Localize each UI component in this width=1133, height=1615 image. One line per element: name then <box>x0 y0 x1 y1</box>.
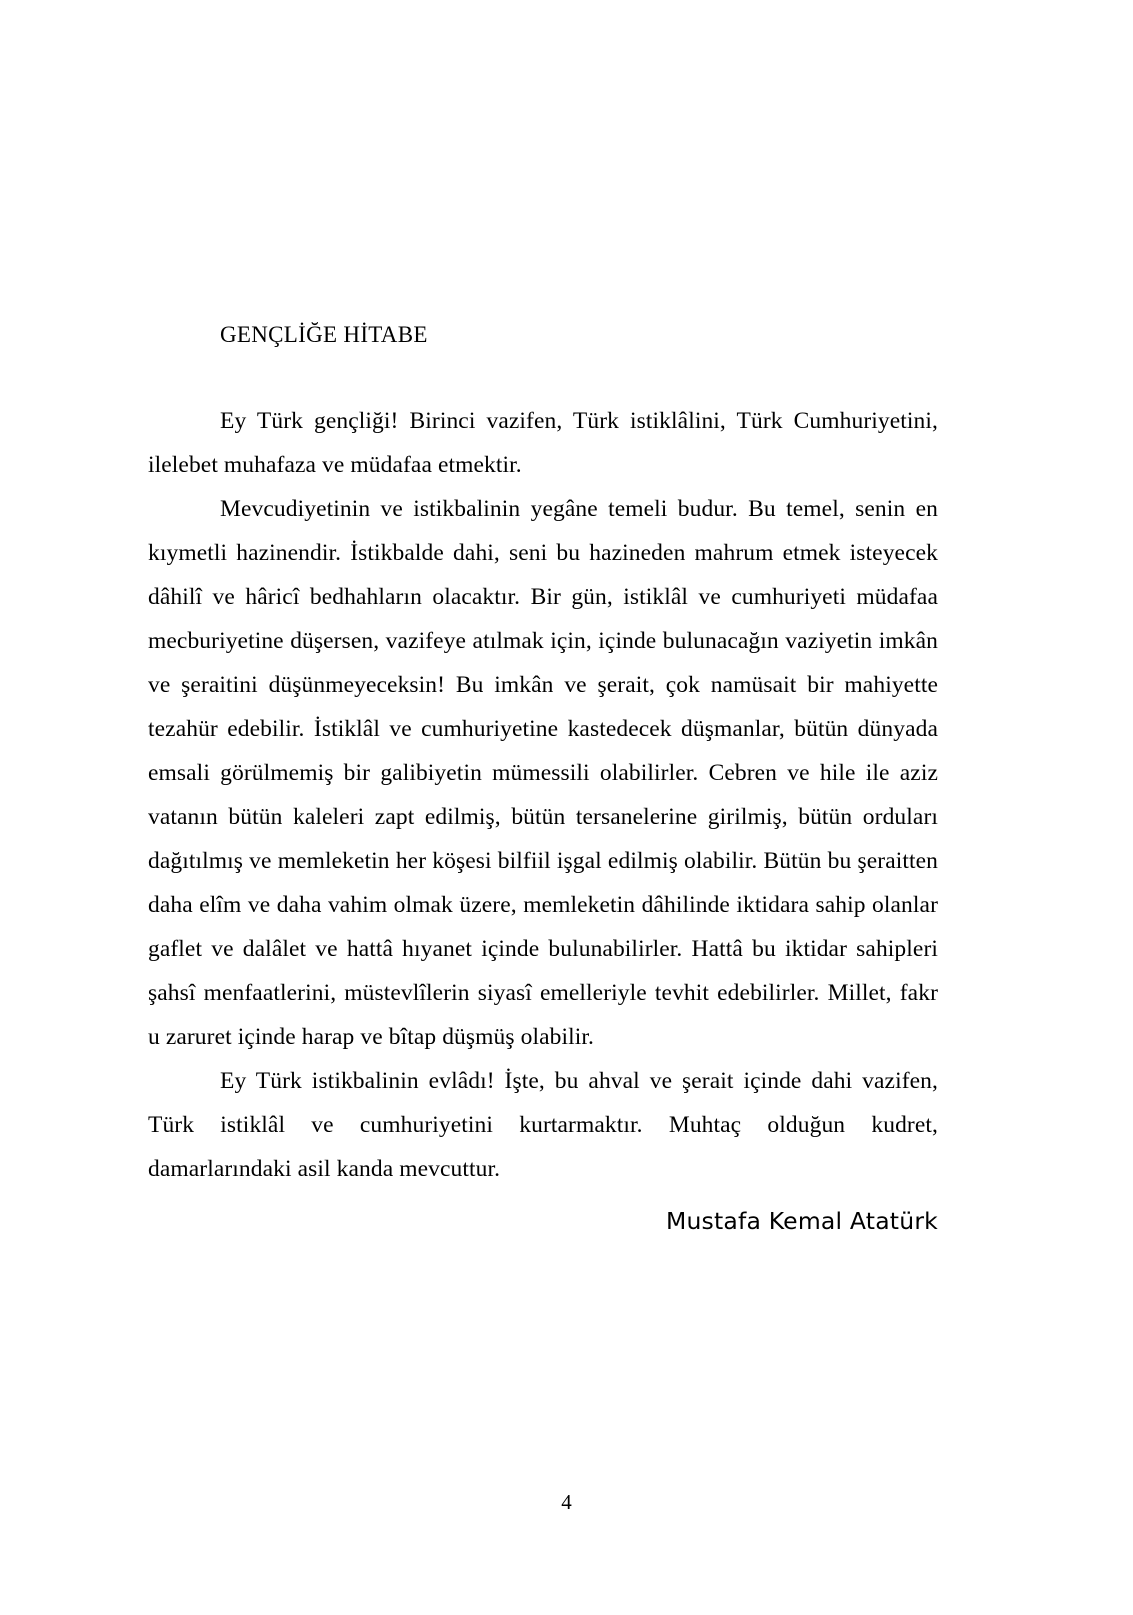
signature-line: Mustafa Kemal Atatürk <box>665 1206 938 1235</box>
document-body <box>148 318 938 1243</box>
page-number: 4 <box>561 1490 572 1514</box>
speech-text-block <box>148 399 938 1191</box>
paragraph: Mevcudiyetinin ve istikbalinin yegâne temeli budur. Bu temel, senin en kıymetli hazinendir. İstikbalde dahi, seni bu hazineden mahrum etmek isteyecek dâhilî ve hâricî bedhahların olacaktır. Bir gün, istiklâl ve cumhuriyeti müdafaa mecburiyetine düşersen, vazifeye atılmak için, içinde bulunacağın vaziyetin imkân ve şeraitini düşünmeyeceksin! Bu imkân ve şerait, çok namüsait bir mahiyette tezahür edebilir. İstiklâl ve cumhuriyetine kastedecek düşmanlar, bütün dünyada emsali görülmemiş bir galibiyetin mümessili olabilirler. Cebren ve hile ile aziz vatanın bütün kaleleri zapt edilmiş, bütün tersanelerine girilmiş, bütün orduları dağıtılmış ve memleketin her köşesi bilfiil işgal edilmiş olabilir. Bütün bu şeraitten daha elîm ve daha vahim olmak üzere, memleketin dâhilinde iktidara sahip olanlar gaflet ve dalâlet ve hattâ hıyanet içinde bulunabilirler. Hattâ bu iktidar sahipleri şahsî menfaatlerini, müstevlîlerin siyasî emelleriyle tevhit edebilirler. Millet, fakr u zaruret içinde harap ve bîtap düşmüş olabilir. <box>148 495 938 1050</box>
paragraph: Ey Türk istikbalinin evlâdı! İşte, bu ahval ve şerait içinde dahi vazifen, Türk istiklâl ve cumhuriyetini kurtarmaktır. Muhtaç olduğun kudret, damarlarındaki asil kanda mevcuttur. <box>148 1067 938 1182</box>
page-title: GENÇLİĞE HİTABE <box>220 322 428 347</box>
paragraph: Ey Türk gençliği! Birinci vazifen, Türk istiklâlini, Türk Cumhuriyetini, ilelebet muhafaza ve müdafaa etmektir. <box>148 407 938 478</box>
